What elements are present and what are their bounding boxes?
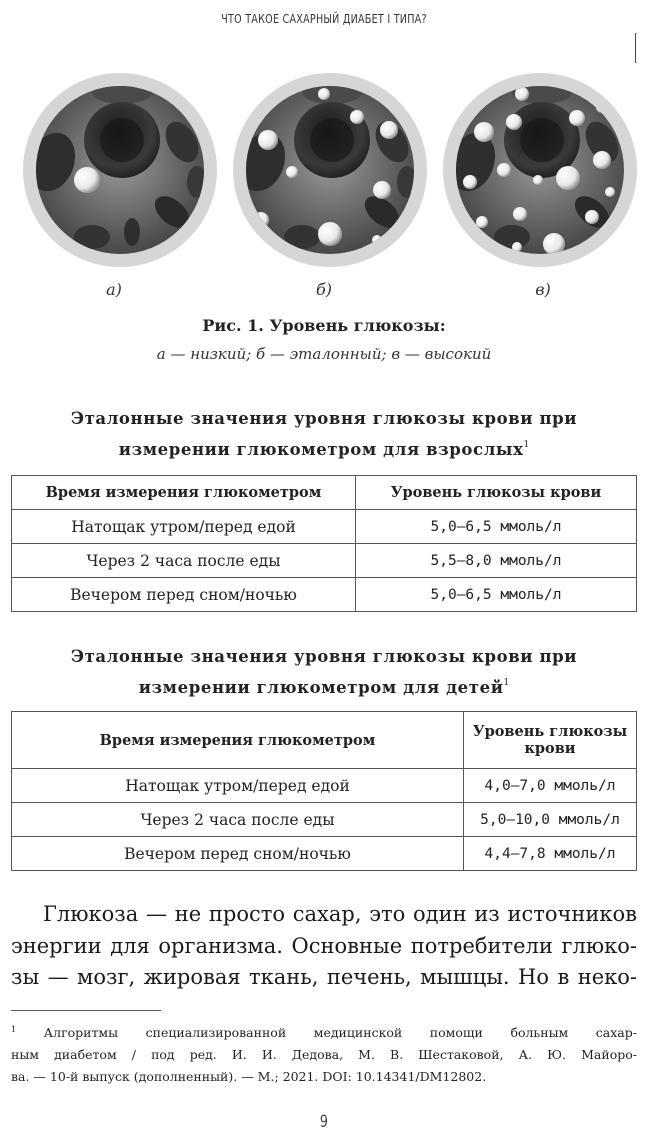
table-row	[12, 769, 637, 803]
footnote-text: Алгоритмы специализированной медицинской помощи больным сахар-	[43, 1025, 637, 1040]
cell-measurement-time: Вечером перед сном/ночью	[12, 578, 356, 612]
footnote-ref: 1	[523, 440, 530, 450]
header-measurement-time: Время измерения глюкометром	[12, 712, 464, 769]
table-children-title-line2: измерении глюкометром для детей	[138, 678, 504, 697]
glucose-molecule	[593, 151, 611, 169]
footnote-ref: 1	[503, 678, 510, 688]
figure-label-c: в)	[535, 280, 551, 299]
cell-glucose-level: 5,0–10,0 ммоль/л	[464, 803, 637, 837]
glucose-molecule	[605, 187, 615, 197]
figure-caption-title: Рис. 1. Уровень глюкозы:	[202, 316, 446, 335]
cell-glucose-level: 4,4–7,8 ммоль/л	[464, 837, 637, 871]
footnote	[11, 1019, 637, 1088]
figure-b-normal-glucose	[232, 72, 428, 268]
glucose-molecule	[380, 121, 398, 139]
header-measurement-time: Время измерения глюкометром	[12, 476, 356, 510]
glucose-molecule	[474, 122, 494, 142]
table-adults-title-line2: измерении глюкометром для взрослых	[118, 440, 524, 459]
table-children-title	[30, 644, 618, 701]
table-children	[11, 711, 637, 871]
figure-label-b: б)	[315, 280, 332, 299]
glucose-molecule	[497, 163, 511, 177]
body-line: Глюкоза — не просто сахар, это один из источников	[43, 902, 637, 926]
cell-glucose-level: 5,0–6,5 ммоль/л	[356, 510, 637, 544]
cell-measurement-time: Натощак утром/перед едой	[12, 769, 464, 803]
table-header-row	[12, 476, 637, 510]
header-glucose-level: Уровень глюкозы крови	[356, 476, 637, 510]
footnote-mark: 1	[11, 1025, 17, 1034]
table-row	[12, 510, 637, 544]
cell-glucose-level: 5,0–6,5 ммоль/л	[356, 578, 637, 612]
glucose-molecule	[74, 167, 100, 193]
glucose-molecule	[373, 181, 391, 199]
glucose-molecule	[585, 210, 599, 224]
footnote-line	[11, 1019, 637, 1044]
footnote-line: ва. — 10-й выпуск (дополненный). — М.; 2021. DOI: 10.14341/DM12802.	[11, 1069, 487, 1084]
glucose-molecule	[533, 175, 543, 185]
glucose-molecule	[476, 216, 488, 228]
body-paragraph	[11, 899, 637, 994]
header-glucose-level: Уровень глюкозы крови	[464, 712, 637, 769]
figure-a-low-glucose	[22, 72, 218, 268]
glucose-molecule	[286, 166, 298, 178]
header-vertical-rule	[635, 33, 636, 63]
glucose-molecule	[506, 114, 522, 130]
glucose-molecule	[556, 166, 580, 190]
cell-glucose-level: 5,5–8,0 ммоль/л	[356, 544, 637, 578]
table-children-title-line1: Эталонные значения уровня глюкозы крови при	[70, 647, 578, 666]
figure-label-a: а)	[106, 280, 122, 299]
table-adults	[11, 475, 637, 612]
table-adults-title-line1: Эталонные значения уровня глюкозы крови при	[70, 409, 578, 428]
cell-measurement-time: Через 2 часа после еды	[12, 803, 464, 837]
figure-caption-subtitle: а — низкий; б — эталонный; в — высокий	[156, 345, 492, 363]
glucose-molecule	[463, 175, 477, 189]
glucose-molecule	[318, 222, 342, 246]
table-header-row	[12, 712, 637, 769]
footnote-line: ным диабетом / под ред. И. И. Дедова, М. В. Шестаковой, А. Ю. Майоро-	[11, 1047, 637, 1062]
table-row	[12, 803, 637, 837]
table-row	[12, 837, 637, 871]
table-row	[12, 544, 637, 578]
table-row	[12, 578, 637, 612]
glucose-molecule	[258, 130, 278, 150]
cell-measurement-time: Вечером перед сном/ночью	[12, 837, 464, 871]
figure-c-high-glucose	[442, 72, 638, 268]
running-head: ЧТО ТАКОЕ САХАРНЫЙ ДИАБЕТ I ТИПА?	[221, 12, 427, 26]
table-adults-title	[30, 406, 618, 463]
body-line: зы — мозг, жировая ткань, печень, мышцы. Но в неко-	[11, 965, 637, 989]
footnote-separator	[11, 1010, 161, 1011]
figure-glucose-levels	[22, 72, 638, 272]
body-line: энергии для организма. Основные потребители глюко-	[11, 933, 637, 958]
glucose-molecule	[350, 110, 364, 124]
cell-measurement-time: Через 2 часа после еды	[12, 544, 356, 578]
page-number: 9	[319, 1112, 329, 1132]
cell-measurement-time: Натощак утром/перед едой	[12, 510, 356, 544]
cell-glucose-level: 4,0–7,0 ммоль/л	[464, 769, 637, 803]
glucose-molecule	[513, 207, 527, 221]
glucose-molecule	[569, 110, 585, 126]
glucose-molecule	[318, 88, 330, 100]
